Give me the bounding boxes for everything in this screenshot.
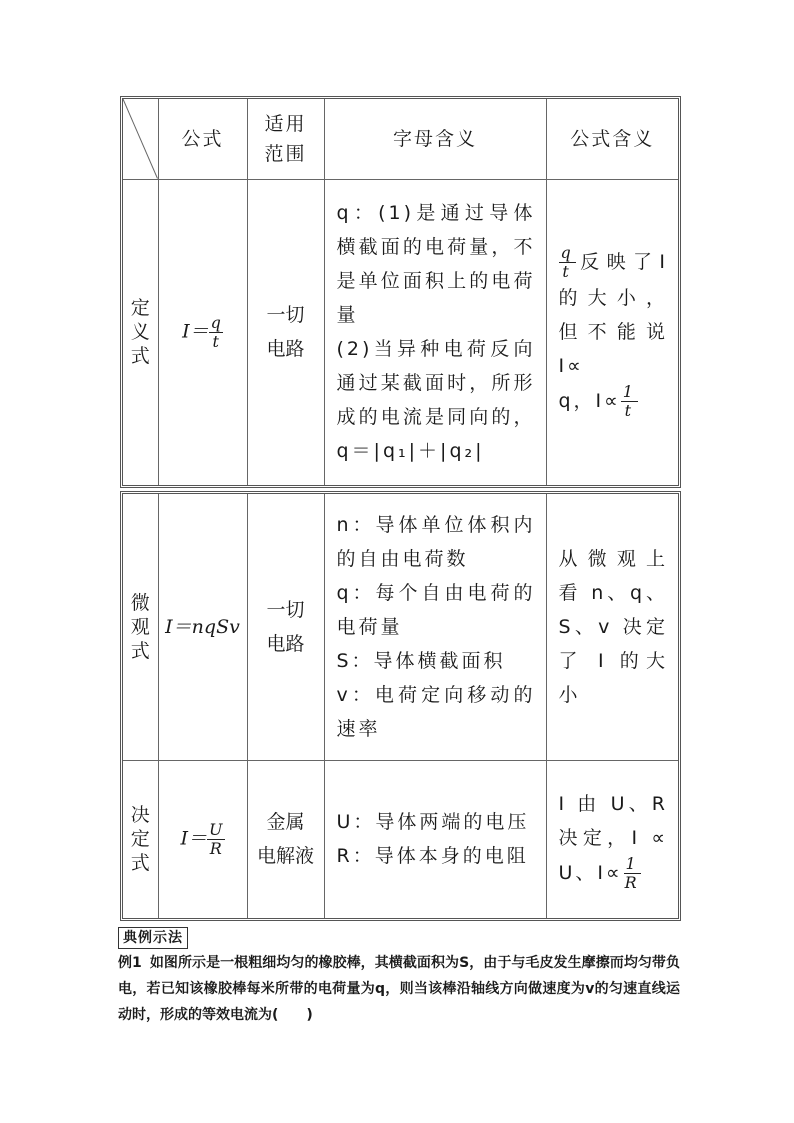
meaning-decisive <box>546 760 678 918</box>
formula-lhs: I＝ <box>180 827 208 850</box>
letter-meaning-line: U：导体两端的电压 <box>336 811 530 834</box>
formula-definition <box>158 179 247 485</box>
scope-line: 电路 <box>266 338 305 361</box>
formula-lhs: I＝ <box>182 320 209 343</box>
header-scope-text: 适用 范围 <box>264 112 307 165</box>
fraction-denominator: t <box>562 262 572 282</box>
fraction-denominator: t <box>212 331 219 351</box>
type-char: 定 <box>130 297 150 320</box>
formula-micro: I＝nqSv <box>158 494 247 760</box>
type-char: 微 <box>130 591 150 614</box>
type-char: 义 <box>130 321 150 344</box>
letters-definition <box>324 179 546 485</box>
fraction-numerator: q <box>560 243 574 263</box>
letter-meaning-line: R：导体本身的电阻 <box>336 845 529 868</box>
type-char: 式 <box>130 639 150 662</box>
formula-fraction <box>209 314 223 351</box>
example-number: 例1 <box>118 955 142 971</box>
header-corner-cell <box>123 99 158 179</box>
formula-table-bottom <box>120 491 681 921</box>
letter-meaning-line: q：(1)是通过导体横截面的电荷量，不是单位面积上的电荷量 <box>336 202 536 327</box>
meaning-fraction <box>623 855 642 892</box>
scope-definition <box>247 179 324 485</box>
row-type-micro <box>123 494 158 760</box>
letter-meaning-line: v：电荷定向移动的速率 <box>336 683 536 740</box>
scope-line: 电解液 <box>256 845 314 868</box>
meaning-fraction <box>621 383 638 420</box>
formula-fraction <box>207 821 224 858</box>
fraction-numerator: q <box>210 312 221 332</box>
fraction-numerator: 1 <box>625 853 639 873</box>
meaning-fraction <box>559 244 576 281</box>
scope-line: 一切 <box>266 304 305 327</box>
fraction-numerator: U <box>209 819 223 839</box>
type-char: 定 <box>130 828 150 851</box>
fraction-numerator: 1 <box>622 382 636 402</box>
formula-decisive <box>158 760 247 918</box>
meaning-text: 反映了I的大小，但不能说 I∝ <box>558 251 668 378</box>
letters-micro <box>324 494 546 760</box>
header-letters: 字母含义 <box>324 99 546 179</box>
letter-meaning-line: (2)当异种电荷反向通过某截面时，所形成的电流是同向的，q＝|q₁|＋|q₂| <box>336 338 536 463</box>
meaning-text: I 由 U、R 决定，I ∝ U、I∝ <box>558 792 668 884</box>
scope-line: 金属 <box>266 811 305 834</box>
letter-meaning-line: S：导体横截面积 <box>336 649 506 672</box>
meaning-micro: 从微观上看 n、q、S、v 决定了 I 的大小 <box>546 494 678 760</box>
example-question <box>118 950 680 1028</box>
scope-decisive <box>247 760 324 918</box>
fraction-denominator: R <box>624 872 640 892</box>
type-char: 式 <box>130 345 150 368</box>
type-char: 式 <box>130 852 150 875</box>
example-text: 如图所示是一根粗细均匀的橡胶棒，其横截面积为S，由于与毛皮发生摩擦而均匀带负电，若已知该橡胶棒每米所带的电荷量为q，则当该棒沿轴线方向做速度为v的匀速直线运动时，形成的等效电流为( ) <box>118 955 680 1023</box>
header-meaning: 公式含义 <box>546 99 678 179</box>
meaning-definition <box>546 179 678 485</box>
letter-meaning-line: n：导体单位体积内的自由电荷数 <box>336 513 536 570</box>
row-type-decisive <box>123 760 158 918</box>
fraction-denominator: t <box>624 401 635 421</box>
formula-table-top <box>120 96 681 488</box>
type-char: 决 <box>130 804 150 827</box>
scope-micro <box>247 494 324 760</box>
letters-decisive <box>324 760 546 918</box>
example-section-label: 典例示法 <box>118 927 188 949</box>
row-type-definition <box>123 179 158 485</box>
scope-line: 电路 <box>266 632 305 655</box>
meaning-text: q，I∝ <box>558 390 621 413</box>
header-scope <box>247 99 324 179</box>
type-char: 观 <box>130 615 150 638</box>
scope-line: 一切 <box>266 598 305 621</box>
letter-meaning-line: q：每个自由电荷的电荷量 <box>336 581 536 638</box>
header-formula: 公式 <box>158 99 247 179</box>
fraction-denominator: R <box>209 838 222 858</box>
